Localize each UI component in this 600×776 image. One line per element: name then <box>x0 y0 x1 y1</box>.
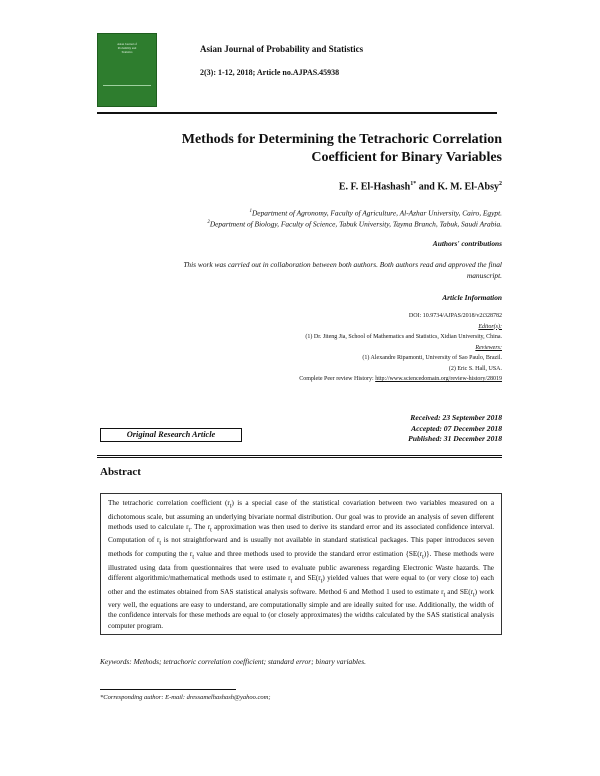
corresponding-author-footnote: *Corresponding author: E-mail: dressamelhashash@yahoo.com; <box>100 694 271 701</box>
footnote-divider <box>100 689 236 690</box>
journal-cover-image <box>97 33 157 107</box>
section-divider-2 <box>97 457 502 458</box>
journal-issue: 2(3): 1-12, 2018; Article no.AJPAS.45938 <box>200 68 340 77</box>
article-info <box>100 311 502 385</box>
editor-1: (1) Dr. Jiteng Jia, School of Mathematics and Statistics, Xidian University, China. <box>305 334 502 340</box>
section-divider <box>97 455 502 456</box>
reviewers-label: Reviewers: <box>475 344 502 351</box>
review-history: Complete Peer review History: http://www.sciencedomain.org/review-history/28019 <box>299 376 502 382</box>
published-date: Published: 31 December 2018 <box>408 434 502 443</box>
contributions-heading: Authors' contributions <box>432 239 502 248</box>
header-divider <box>97 112 497 114</box>
article-info-heading: Article Information <box>442 293 502 302</box>
author-2: K. M. El-Absy <box>437 181 499 193</box>
author-list: E. F. El-Hashash$^{1*}$ and K. M. El-Absy$^2$ <box>338 181 502 193</box>
affiliation-2: $^2$Department of Biology, Faculty of Science, Tabuk University, Tayma Branch, Tabuk, Saudi Arabia. <box>207 219 502 229</box>
accepted-date: Accepted: 07 December 2018 <box>411 423 502 433</box>
cover-decoration <box>103 85 151 100</box>
reviewer-1: (1) Alexandre Ripamonti, University of Sao Paulo, Brazil. <box>362 355 502 361</box>
contributions-text: This work was carried out in collaboration between both authors. Both authors read and approved the final manuscript. <box>183 260 502 280</box>
received-date: Received: 23 September 2018 <box>410 413 502 422</box>
review-history-link[interactable]: http://www.sciencedomain.org/review-history/28019 <box>375 376 502 382</box>
editors-label: Editor(s): <box>478 323 502 330</box>
abstract-heading: Abstract <box>100 466 141 478</box>
cover-title: Asian Journal of Probability and Statistics <box>117 42 137 54</box>
publication-dates <box>300 413 502 445</box>
journal-name: Asian Journal of Probability and Statistics <box>200 44 364 54</box>
paper-title: Methods for Determining the Tetrachoric Correlation Coefficient for Binary Variables <box>181 132 502 165</box>
author-1: E. F. El-Hashash <box>338 181 411 193</box>
affiliations <box>100 207 502 230</box>
keywords: Keywords: Methods; tetrachoric correlation coefficient; standard error; binary variables. <box>100 657 366 666</box>
article-type-box: Original Research Article <box>100 428 242 442</box>
affiliation-1: $^1$Department of Agronomy, Faculty of Agriculture, Al-Azhar University, Cairo, Egypt. <box>249 208 502 218</box>
abstract-body: The tetrachoric correlation coefficient $(r_t)$ is a special case of the statistical covariation between two variables measured on a dichotomous scale, but assuming an underlying bivariate normal distribution. Our goal was to provide an analysis of seven different methods used to calculate $r_t$. The $r_t$ approximation was then used to derive its standard error and its associated confidence interval. Computation of $r_t$ is not straightforward and is usually not available in standard statistical packages. This paper introduces seven methods for computing the $r_t$ value and three methods used to provide the standard error estimation $\{SE(r_t)\}$. These methods were illustrated using data from questionnaires that were used to evaluate public awareness regarding Electronic Waste hazards. The different algorithmic/mathematical methods used to estimate $r_t$ and $SE(r_t)$ yielded values that were equal to (or very close to) each other and the estimates obtained from SAS statistical analysis software. Method 6 and Method 1 used to estimate $r_t$ and $SE(r_t)$ work very well, the equations are easy to understand, are computationally simple and are ideally suited for use. Additionally, the width of the confidence intervals for these methods are equal to (or closely approximates) the widths calculated by the SAS statistical analysis computer program. <box>100 493 502 635</box>
doi: DOI: 10.9734/AJPAS/2018/v2i328782 <box>408 313 502 319</box>
reviewer-2: (2) Eric S. Hall, USA. <box>448 365 502 372</box>
